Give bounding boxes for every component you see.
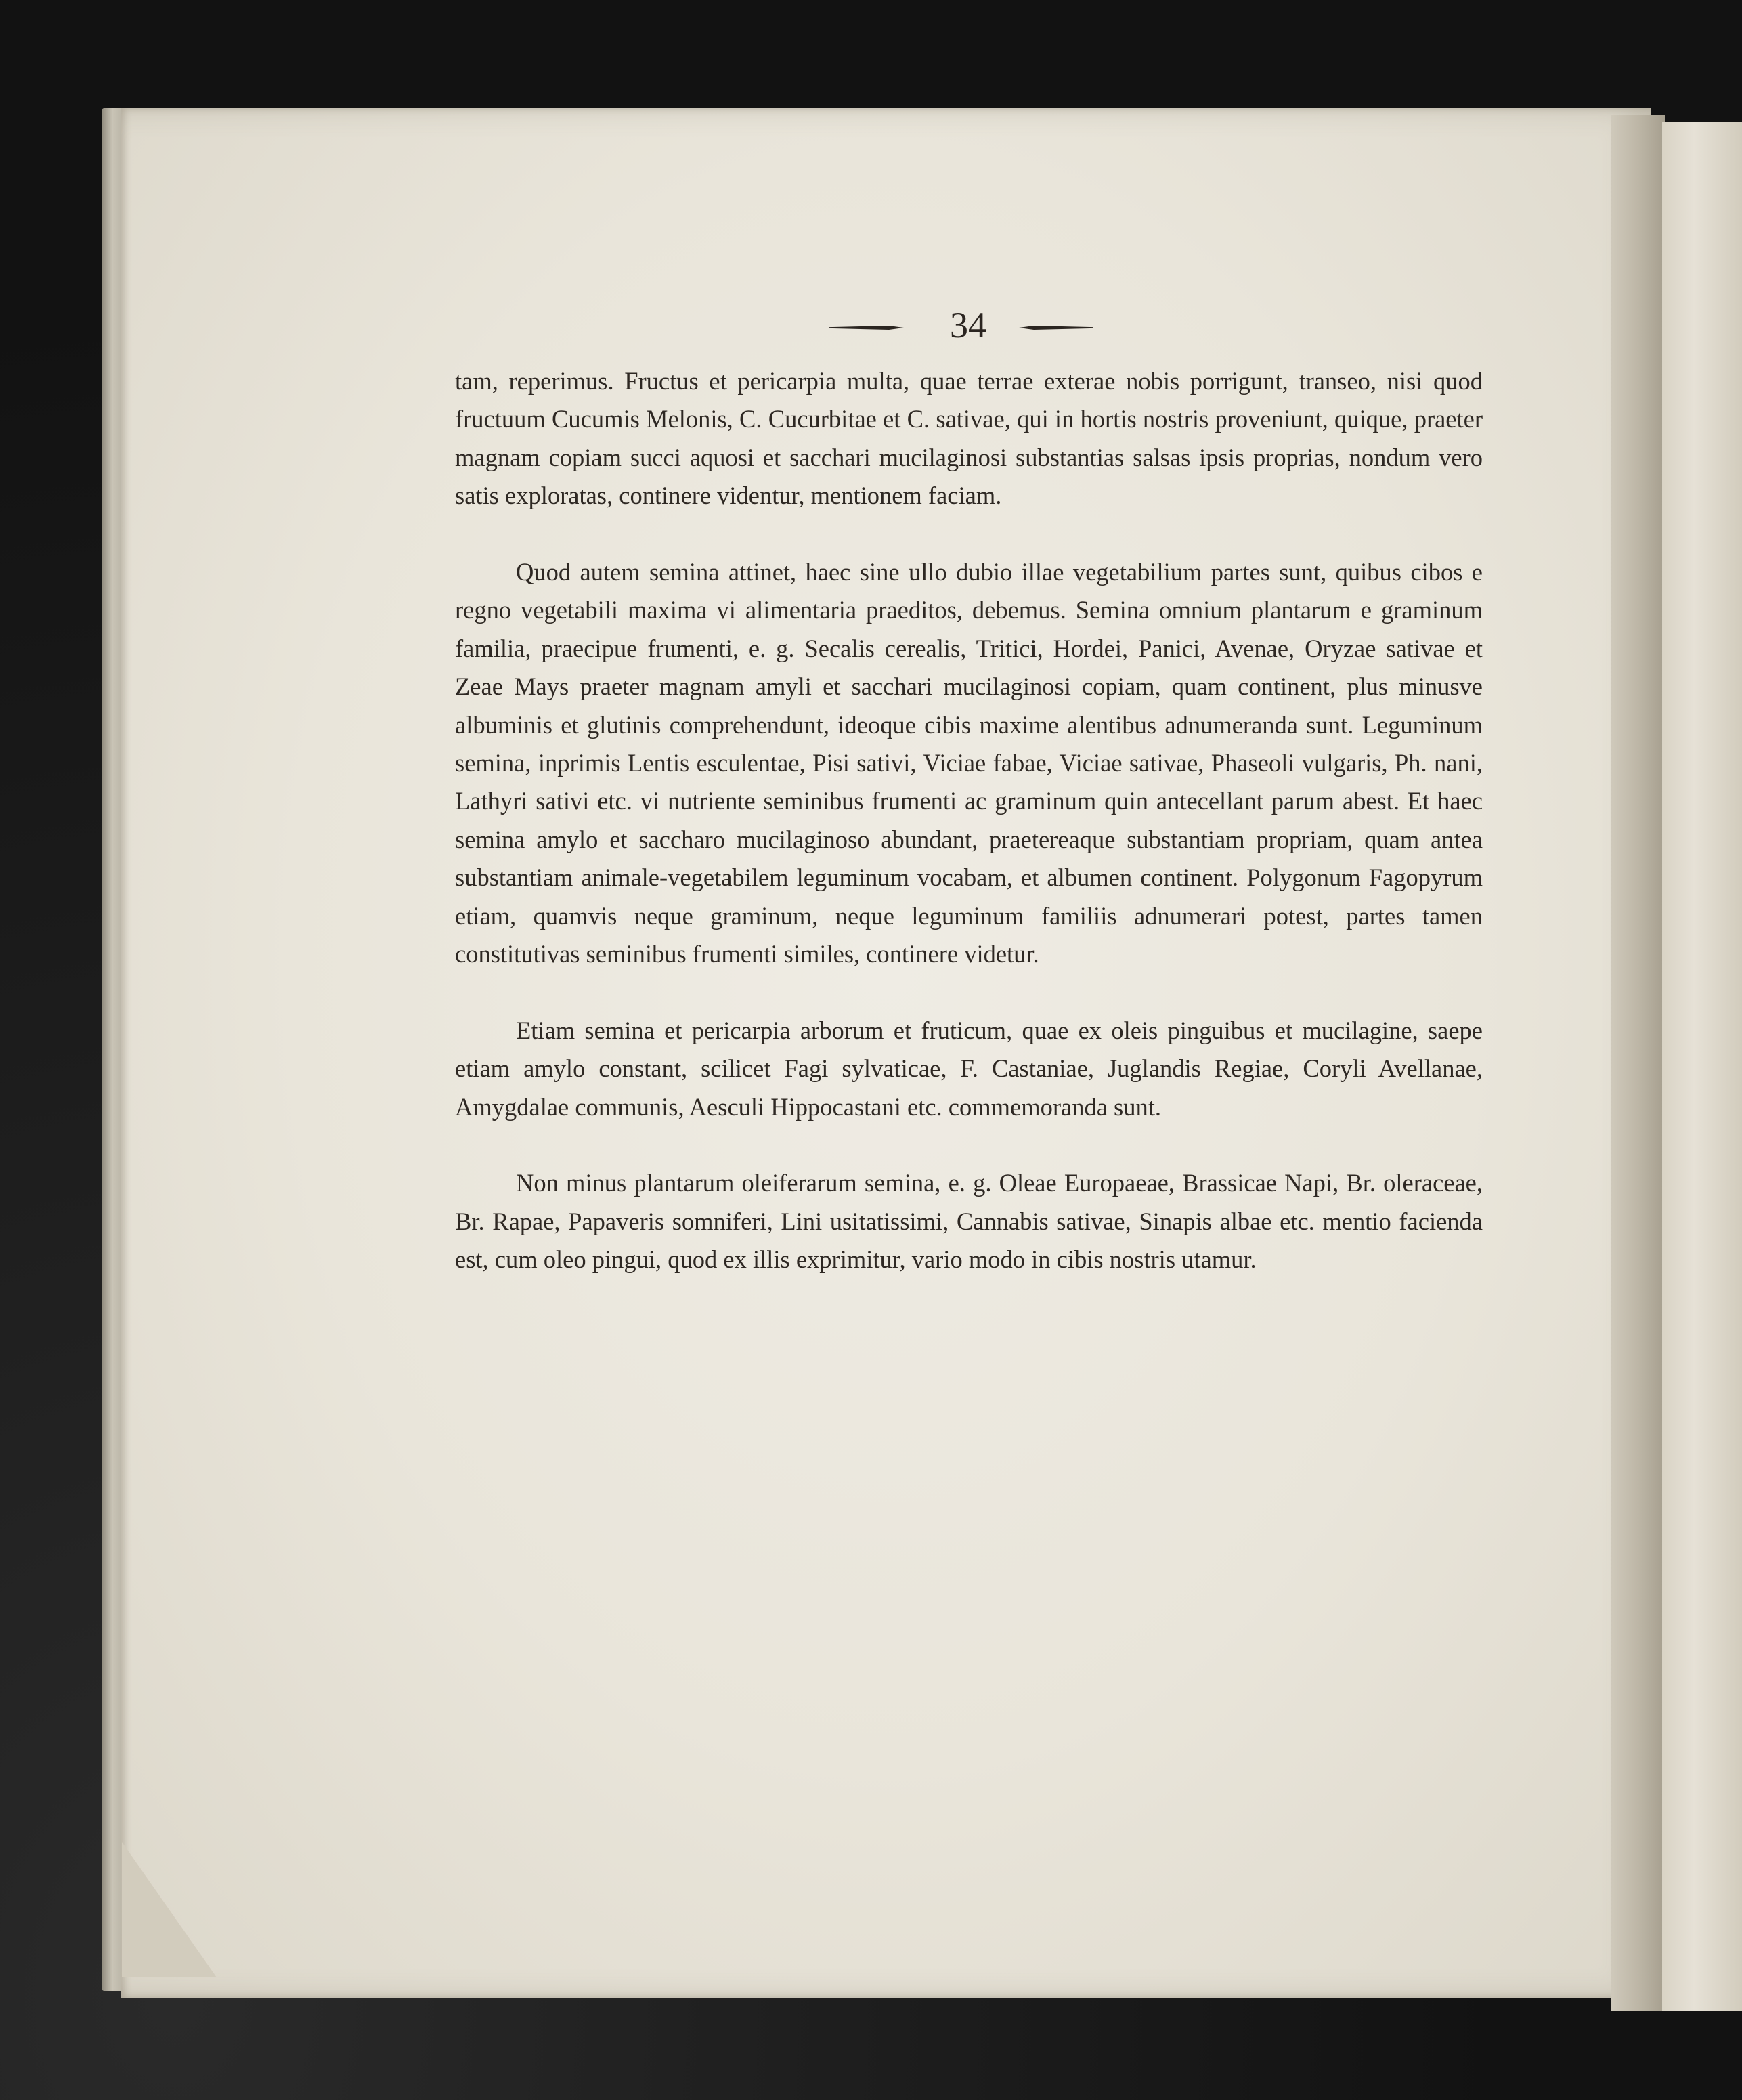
ornament-rule-left <box>829 326 904 330</box>
body-text <box>455 362 1483 1279</box>
paragraph-oleiferarum: Non minus plantarum oleiferarum semina, e. g. Oleae Europaeae, Brassicae Napi, Br. oleraceae, Br. Rapae, Papaveris somniferi, Lini usitatissimi, Cannabis sativae, Sinapis albae etc. mentio facienda est, cum oleo pingui, quod ex illis exprimitur, vario modo in cibis nostris utamur. <box>455 1169 1483 1274</box>
book-gutter <box>1611 115 1665 2011</box>
paragraph-continuation: tam, reperimus. Fructus et pericarpia multa, quae terrae exterae nobis porrigunt, transeo, nisi quod fructuum Cucumis Melonis, C. Cucurbitae et C. sativae, qui in hortis nostris proveniunt, quique, praeter magnam copiam succi aquosi et sacchari mucilaginosi substantias salsas ipsis proprias, nondum vero satis exploratas, continere videntur, mentionem faciam. <box>455 367 1483 510</box>
facing-page-edge <box>1662 122 1742 2011</box>
ornament-rule-right <box>1019 326 1093 330</box>
page-header <box>812 301 1124 349</box>
paragraph-semina: Quod autem semina attinet, haec sine ullo dubio illae vegetabilium partes sunt, quibus cibos e regno vegetabili maxima vi alimentaria praeditos, debemus. Semina omnium plantarum e graminum familia, praecipue frumenti, e. g. Secalis cerealis, Tritici, Hordei, Panici, Avenae, Oryzae sativae et Zeae Mays praeter magnam amyli et sacchari mucilaginosi copiam, quam continent, plus minusve albuminis et glutinis comprehendunt, ideoque cibis maxime alentibus adnumeranda sunt. Leguminum semina, inprimis Lentis esculentae, Pisi sativi, Viciae fabae, Viciae sativae, Phaseoli vulgaris, Ph. nani, Lathyri sativi etc. vi nutriente seminibus frumenti ac graminum quin antecellant parum abest. Et haec semina amylo et saccharo mucilaginoso abundant, praetereaque substantiam propriam, quam antea substantiam animale-vegetabilem leguminum vocabam, et albumen continent. Polygonum Fagopyrum etiam, quamvis neque graminum, neque leguminum familiis adnumerari potest, partes tamen constitutivas seminibus frumenti similes, continere videtur. <box>455 558 1483 968</box>
paragraph-arborum: Etiam semina et pericarpia arborum et fruticum, quae ex oleis pinguibus et mucilagine, saepe etiam amylo constant, scilicet Fagi sylvaticae, F. Castaniae, Juglandis Regiae, Coryli Avellanae, Amygdalae communis, Aesculi Hippocastani etc. commemoranda sunt. <box>455 1016 1483 1121</box>
folded-corner <box>122 1842 217 1977</box>
page-number: 34 <box>950 305 986 345</box>
